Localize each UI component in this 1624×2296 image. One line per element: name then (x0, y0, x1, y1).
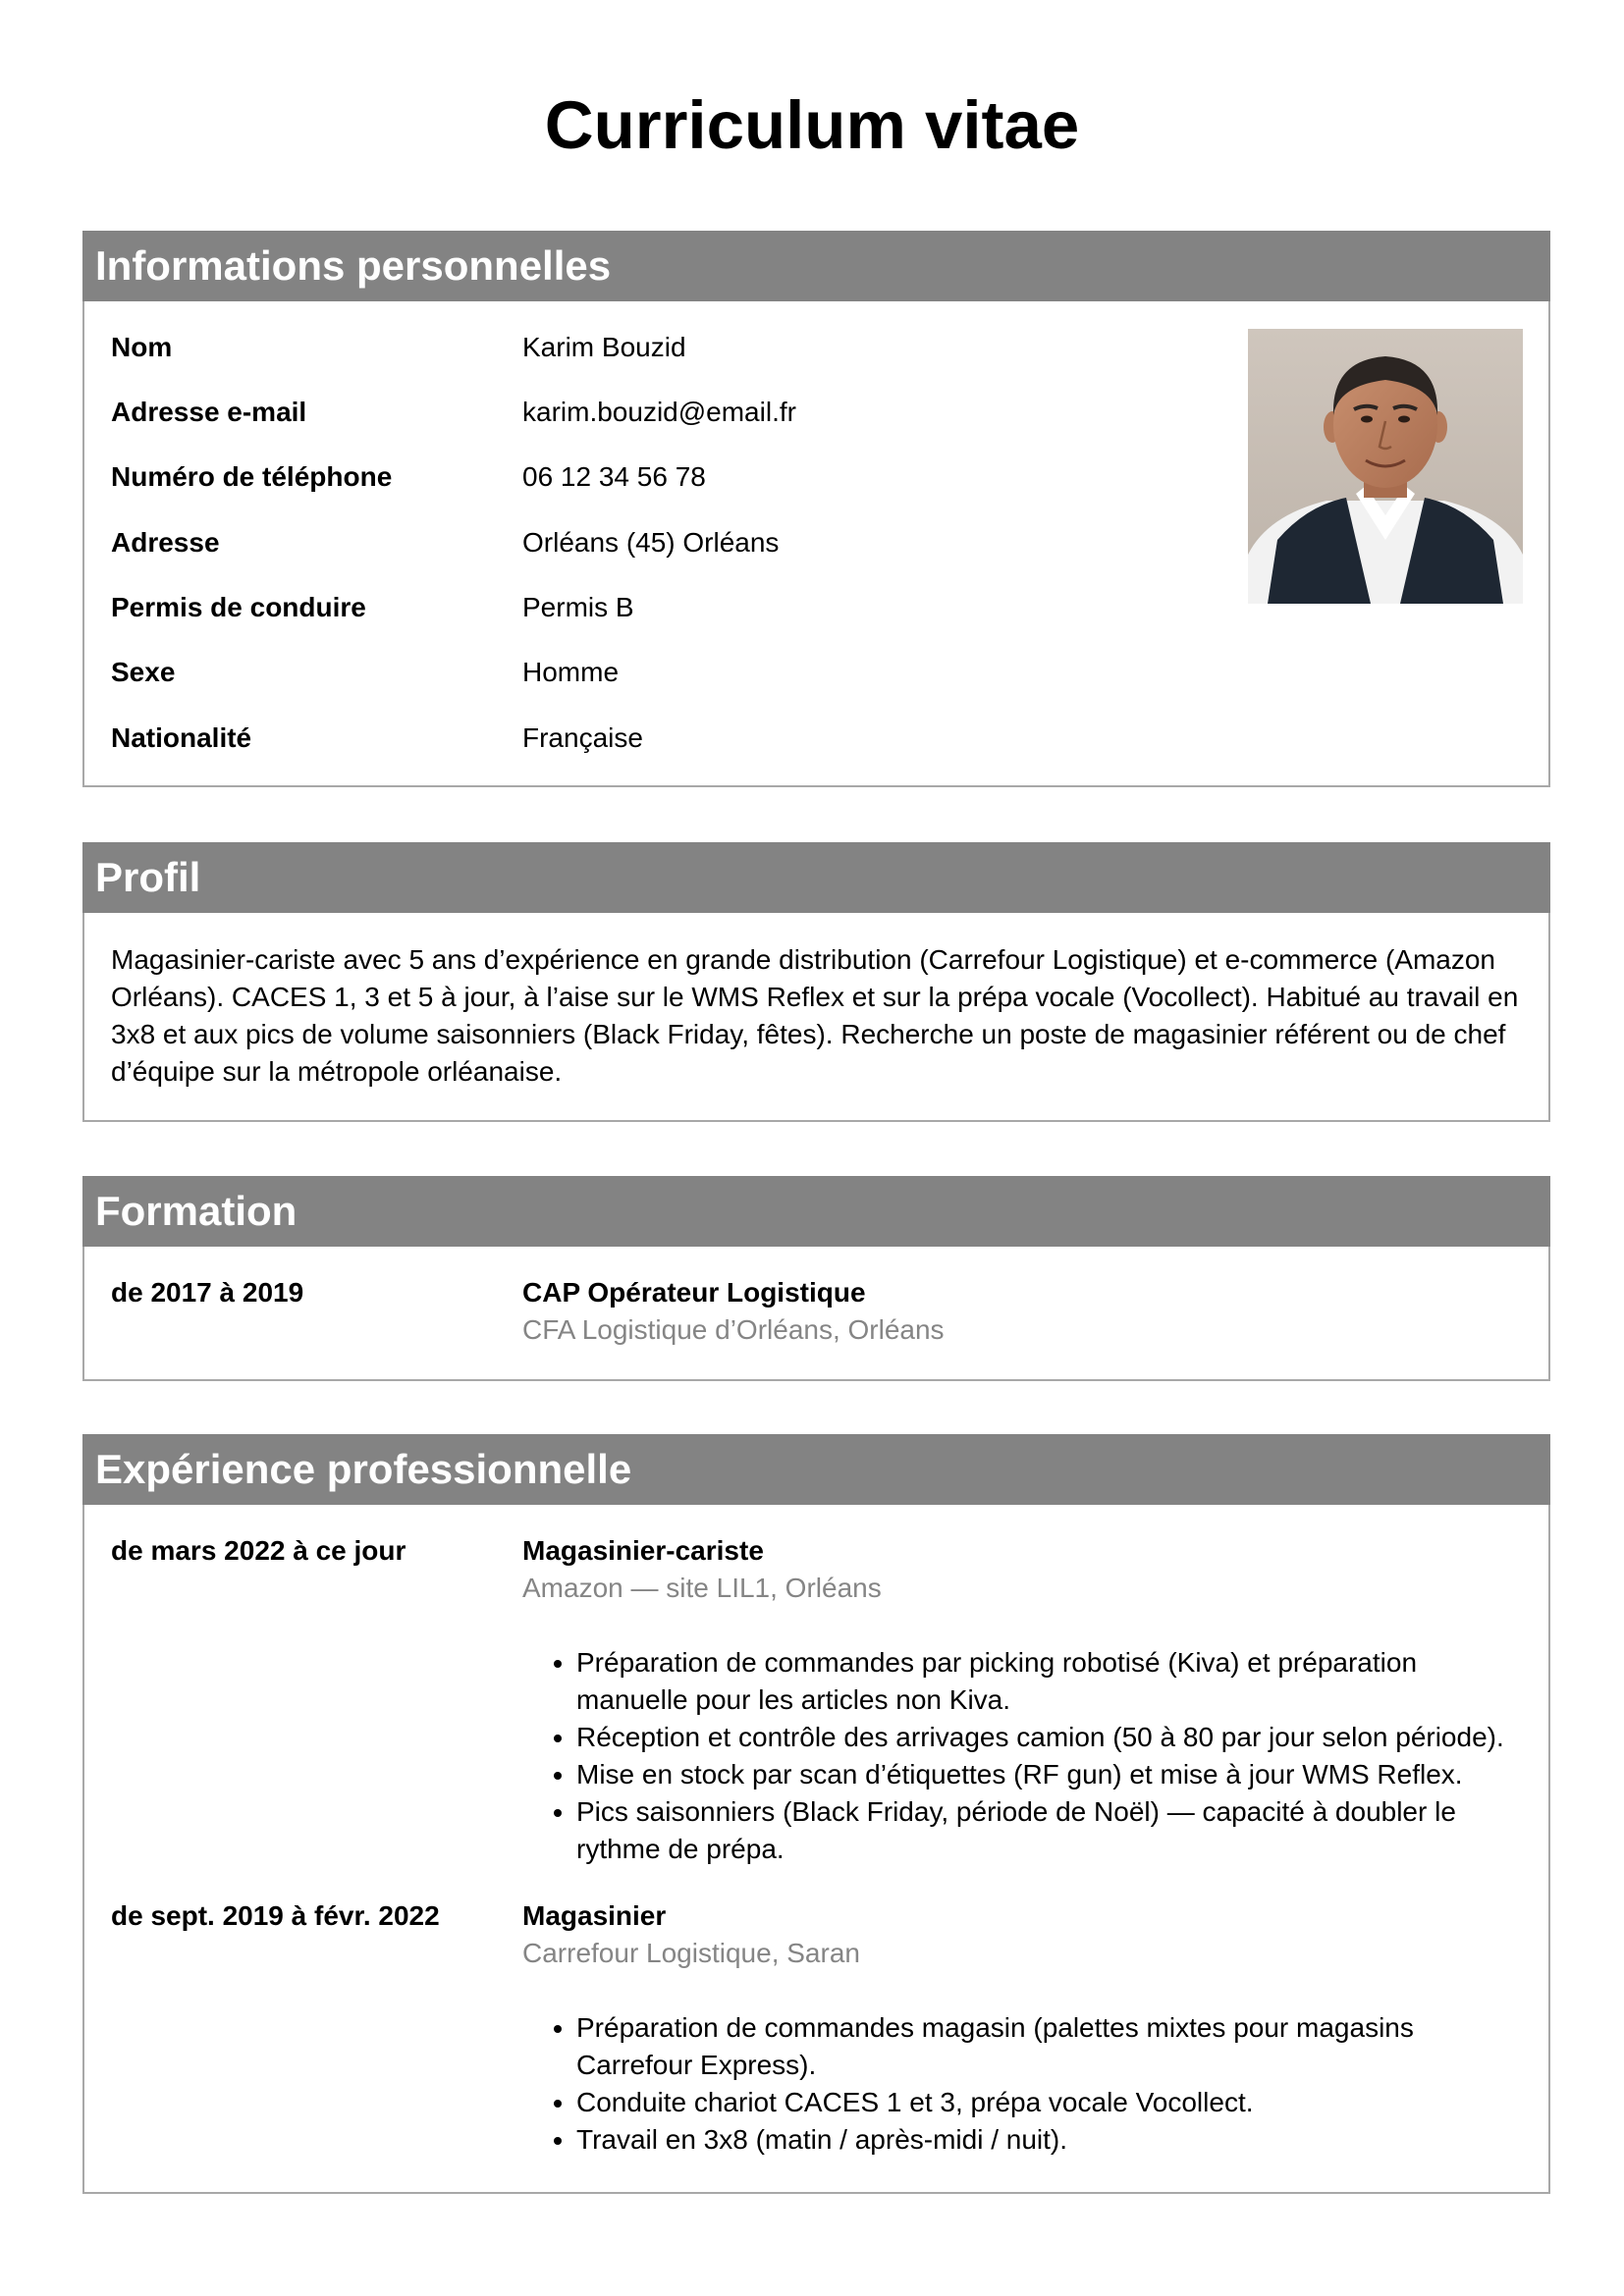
info-label: Adresse (111, 527, 220, 558)
experience-bullets (522, 2009, 1521, 2159)
experience-bullets (522, 1644, 1521, 1868)
info-value: karim.bouzid@email.fr (522, 397, 796, 427)
info-label: Sexe (111, 657, 176, 687)
experience-heading: Expérience professionnelle (82, 1434, 1550, 1505)
info-value: 06 12 34 56 78 (522, 461, 706, 492)
info-label: Numéro de téléphone (111, 461, 393, 492)
info-value: Française (522, 722, 643, 753)
experience-content (522, 1897, 1521, 2159)
experience-period: de mars 2022 à ce jour (111, 1535, 406, 1566)
education-institution: CFA Logistique d’Orléans, Orléans (522, 1314, 945, 1345)
bullet-item: • Pics saisonniers (Black Friday, période de Noël) — capacité à doubler le rythme de prépa. (576, 1793, 1521, 1868)
personal-info-section (82, 231, 1550, 787)
experience-content (522, 1532, 1521, 1868)
experience-title: Magasinier (522, 1900, 667, 1931)
profile-heading: Profil (82, 842, 1550, 913)
education-section (82, 1176, 1550, 1381)
info-label: Permis de conduire (111, 592, 366, 622)
education-body (84, 1247, 1548, 1377)
info-value: Permis B (522, 592, 634, 622)
experience-period: de sept. 2019 à févr. 2022 (111, 1900, 440, 1931)
education-content (522, 1274, 1521, 1349)
info-label: Nom (111, 332, 173, 362)
bullet-item: • Réception et contrôle des arrivages camion (50 à 80 par jour selon période). (576, 1719, 1521, 1756)
info-value: Karim Bouzid (522, 332, 686, 362)
info-label: Adresse e-mail (111, 397, 307, 427)
info-label: Nationalité (111, 722, 252, 753)
info-value: Orléans (45) Orléans (522, 527, 780, 558)
experience-company: Carrefour Logistique, Saran (522, 1938, 860, 1968)
personal-info-heading: Informations personnelles (82, 231, 1550, 301)
bullet-item: • Travail en 3x8 (matin / après-midi / nuit). (576, 2121, 1521, 2159)
info-value: Homme (522, 657, 620, 687)
personal-info-body (84, 301, 1548, 782)
education-period: de 2017 à 2019 (111, 1277, 304, 1308)
bullet-item: • Préparation de commandes magasin (palettes mixtes pour magasins Carrefour Express). (576, 2009, 1521, 2084)
bullet-item: • Conduite chariot CACES 1 et 3, prépa vocale Vocollect. (576, 2084, 1521, 2121)
profile-body (84, 913, 1548, 1091)
page-title: Curriculum vitae (544, 87, 1080, 163)
profile-section (82, 842, 1550, 1122)
education-title: CAP Opérateur Logistique (522, 1277, 866, 1308)
portrait-photo (1248, 329, 1523, 604)
profile-text: Magasinier-cariste avec 5 ans d’expérience en grande distribution (Carrefour Logistique) et e-commerce (Amazon Orléans). CACES 1, 3 et 5 à jour, à l’aise sur le WMS Reflex et sur la prépa vocale (Vocollect). Habitué au travail en 3x8 et aux pics de volume saisonniers (Black Friday, fêtes). Recherche un poste de magasinier référent ou de chef d’équipe sur la métropole orléanaise. (111, 944, 1519, 1087)
bullet-item: • Préparation de commandes par picking robotisé (Kiva) et préparation manuelle pour les articles non Kiva. (576, 1644, 1521, 1719)
experience-body (84, 1505, 1548, 2190)
experience-company: Amazon — site LIL1, Orléans (522, 1573, 882, 1603)
experience-section (82, 1434, 1550, 2194)
bullet-item: • Mise en stock par scan d’étiquettes (RF gun) et mise à jour WMS Reflex. (576, 1756, 1521, 1793)
education-heading: Formation (82, 1176, 1550, 1247)
experience-title: Magasinier-cariste (522, 1535, 764, 1566)
